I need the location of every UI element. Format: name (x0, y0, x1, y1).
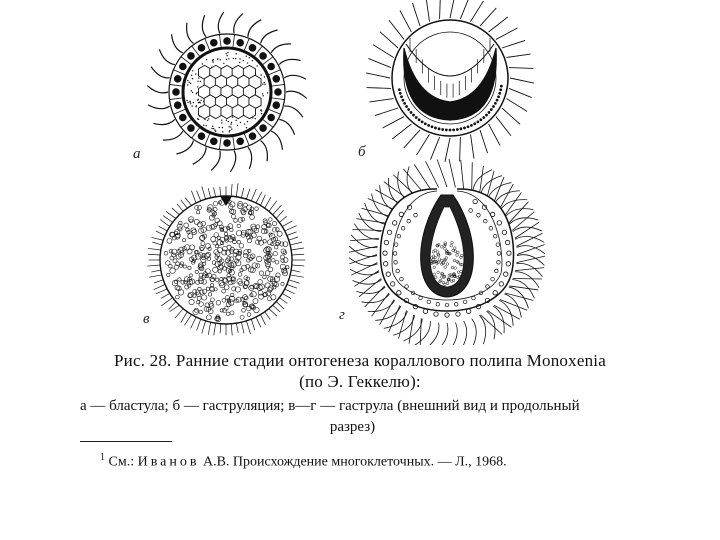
footnote (100, 452, 507, 471)
panel-label-a: а (133, 146, 141, 162)
panel-label-b: б (358, 144, 366, 160)
footnote-author: Иванов (137, 454, 200, 470)
figure-caption-legend (80, 396, 625, 438)
footnote-rule (80, 441, 172, 442)
panel-b-gastrulation (366, 0, 534, 162)
caption-title-line2: (по Э. Геккелю): (299, 372, 421, 391)
caption-title-line1: Рис. 28. Ранние стадии онтогенеза кораллового полипа Monoxenia (114, 351, 606, 370)
caption-legend-line2: разрез) (329, 419, 376, 435)
panel-a-blastula (147, 12, 306, 172)
panel-v-gastrula-exterior (147, 183, 305, 335)
caption-legend-line1: а — бластула; б — гаструляция; в—г — гаструла (внешний вид и продольный (80, 398, 580, 414)
figure-caption-title (100, 350, 620, 392)
panel-label-v: в (143, 311, 150, 327)
panel-g-gastrula-section (349, 159, 545, 345)
footnote-mark: 1 (100, 452, 105, 463)
footnote-reference: А.В. Происхождение многоклеточных. — Л., 1968. (202, 454, 507, 470)
panel-label-g: г (339, 307, 345, 323)
footnote-see: См.: (108, 454, 135, 470)
